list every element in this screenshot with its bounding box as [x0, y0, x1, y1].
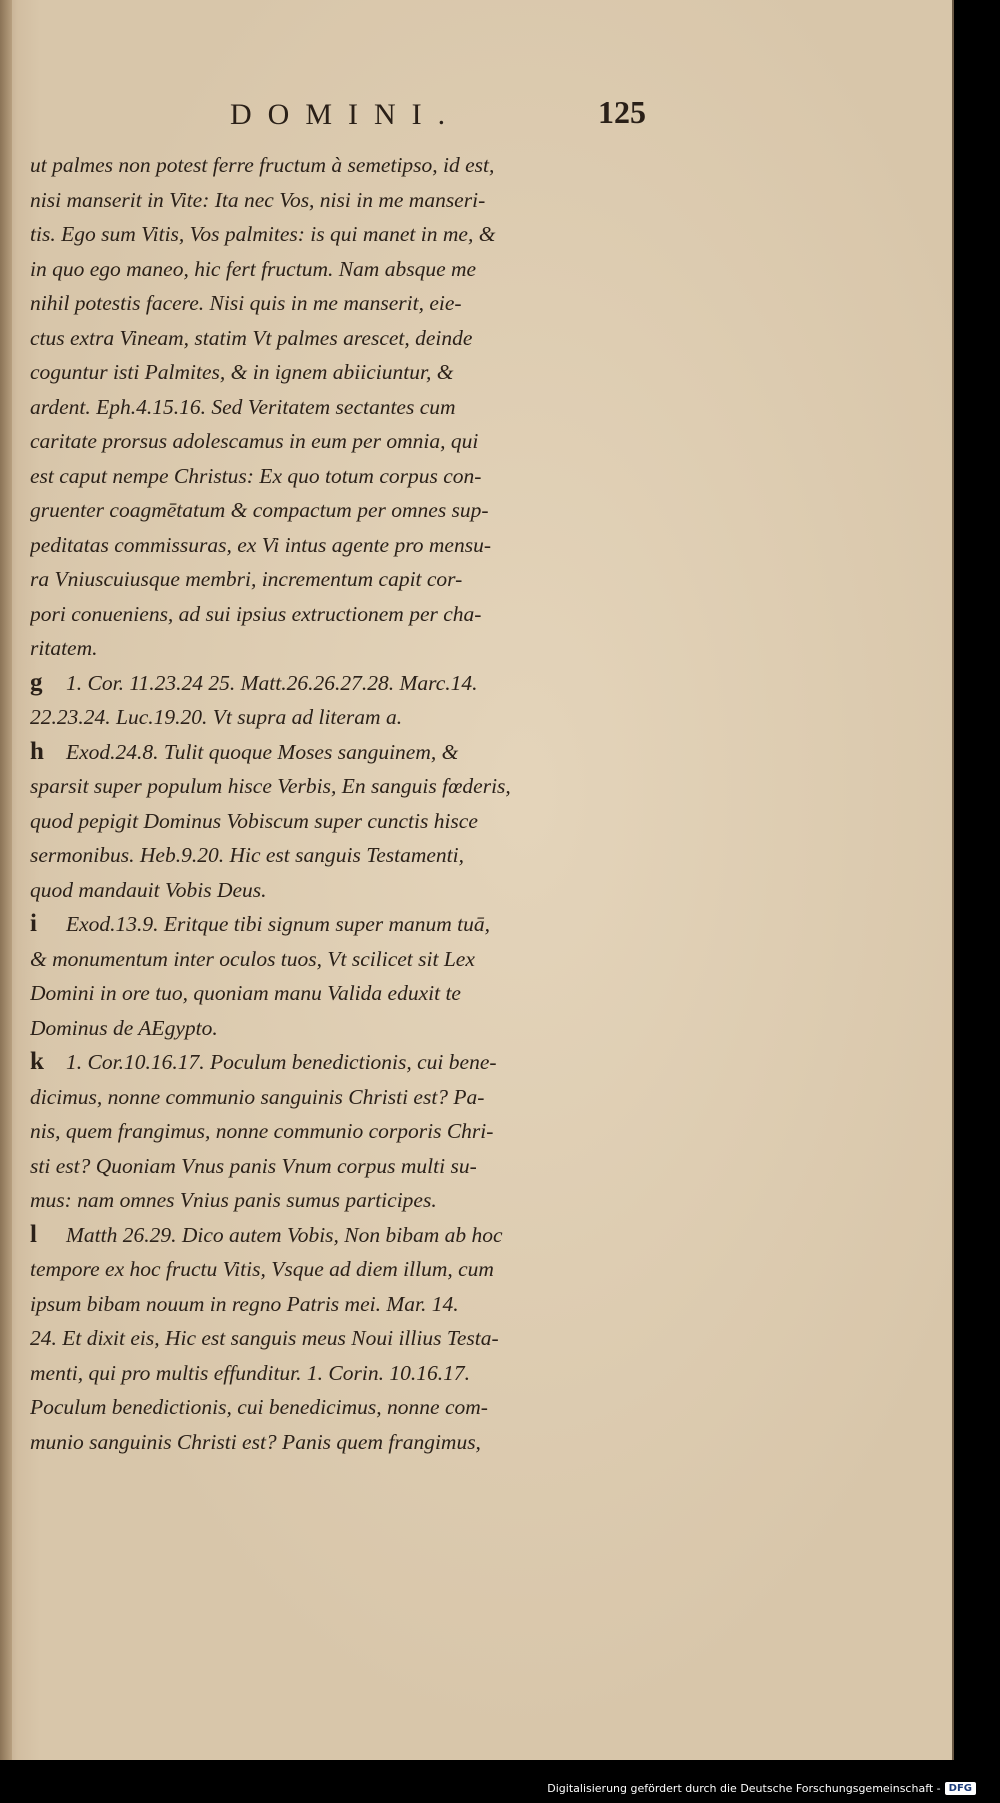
line-text: ardent. Eph.4.15.16. Sed Veritatem sectantes cum	[30, 394, 456, 419]
text-line	[30, 873, 650, 908]
dfg-logo: DFG	[945, 1782, 976, 1795]
text-line	[30, 217, 650, 252]
line-text: Exod.24.8. Tulit quoque Moses sanguinem, &	[66, 739, 459, 764]
text-line	[30, 424, 650, 459]
text-line	[30, 1183, 650, 1218]
line-text: sermonibus. Heb.9.20. Hic est sanguis Testamenti,	[30, 843, 464, 867]
line-text: sti est? Quoniam Vnus panis Vnum corpus multi su-	[30, 1153, 477, 1178]
line-text: dicimus, nonne communio sanguinis Christi est? Pa-	[30, 1084, 485, 1109]
funding-credit: Digitalisierung gefördert durch die Deutsche Forschungsgemeinschaft -	[547, 1782, 941, 1795]
line-text: ritatem.	[30, 636, 98, 660]
note-marker: i	[30, 910, 37, 937]
text-line	[30, 804, 650, 839]
text-line	[30, 1011, 650, 1046]
line-text: coguntur isti Palmites, & in ignem abiiciuntur, &	[30, 360, 454, 384]
line-text: tis. Ego sum Vitis, Vos palmites: is qui manet in me, &	[30, 222, 496, 246]
line-text: gruenter coagmētatum & compactum per omnes sup-	[30, 498, 489, 522]
text-line	[30, 942, 650, 977]
page-gutter-shadow	[0, 0, 12, 1760]
line-text: & monumentum inter oculos tuos, Vt scilicet sit Lex	[30, 946, 475, 971]
text-line	[30, 700, 650, 735]
note-marker: k	[30, 1048, 44, 1075]
text-line	[30, 1045, 650, 1080]
page-number: 125	[598, 94, 646, 130]
note-marker: g	[30, 668, 43, 696]
body-text	[30, 148, 650, 1459]
text-line	[30, 1321, 650, 1356]
line-text: pori conueniens, ad sui ipsius extructionem per cha-	[30, 601, 482, 626]
running-head: DOMINI.	[230, 98, 462, 131]
text-line	[30, 1356, 650, 1391]
text-line	[30, 1390, 650, 1425]
line-text: mus: nam omnes Vnius panis sumus participes.	[30, 1188, 437, 1212]
text-line	[30, 286, 650, 321]
line-text: peditatas commissuras, ex Vi intus agente pro mensu-	[30, 532, 492, 557]
text-line	[30, 493, 650, 528]
line-text: quod pepigit Dominus Vobiscum super cunctis hisce	[30, 808, 478, 833]
text-line	[30, 528, 650, 563]
line-text: in quo ego maneo, hic fert fructum. Nam absque me	[30, 256, 477, 281]
text-line	[30, 1149, 650, 1184]
text-line	[30, 562, 650, 597]
line-text: nihil potestis facere. Nisi quis in me manserit, eie-	[30, 291, 462, 315]
line-text: sparsit super populum hisce Verbis, En sanguis fœderis,	[30, 774, 511, 798]
line-text: Matth 26.29. Dico autem Vobis, Non bibam ab hoc	[66, 1222, 503, 1247]
text-line	[30, 1080, 650, 1115]
line-text: 22.23.24. Luc.19.20. Vt supra ad literam a.	[30, 705, 403, 729]
text-line	[30, 666, 650, 701]
line-text: Poculum benedictionis, cui benedicimus, nonne com-	[30, 1395, 488, 1419]
digitization-footer	[547, 1782, 976, 1795]
text-line	[30, 459, 650, 494]
line-text: quod mandauit Vobis Deus.	[30, 877, 267, 902]
text-line	[30, 631, 650, 666]
text-line	[30, 1252, 650, 1287]
text-line	[30, 390, 650, 425]
text-line	[30, 769, 650, 804]
line-text: menti, qui pro multis effunditur. 1. Corin. 10.16.17.	[30, 1360, 470, 1385]
note-marker: h	[30, 737, 44, 765]
text-line	[30, 355, 650, 390]
text-line	[30, 321, 650, 356]
line-text: nis, quem frangimus, nonne communio corporis Chri-	[30, 1119, 494, 1143]
line-text: Domini in ore tuo, quoniam manu Valida eduxit te	[30, 981, 461, 1005]
text-line	[30, 1218, 650, 1253]
text-line	[30, 148, 650, 183]
text-line	[30, 976, 650, 1011]
text-line	[30, 1425, 650, 1460]
line-text: ut palmes non potest ferre fructum à semetipso, id est,	[30, 153, 495, 177]
line-text: Exod.13.9. Eritque tibi signum super manum tuā,	[66, 912, 491, 936]
line-text: caritate prorsus adolescamus in eum per omnia, qui	[30, 429, 479, 453]
line-text: 24. Et dixit eis, Hic est sanguis meus Noui illius Testa-	[30, 1326, 499, 1350]
note-marker: l	[30, 1220, 37, 1248]
line-text: nisi manserit in Vite: Ita nec Vos, nisi in me manseri-	[30, 187, 486, 212]
text-line	[30, 252, 650, 287]
line-text: ra Vniuscuiusque membri, incrementum capit cor-	[30, 567, 463, 591]
line-text: ctus extra Vineam, statim Vt palmes arescet, deinde	[30, 325, 473, 350]
text-line	[30, 597, 650, 632]
text-line	[30, 838, 650, 873]
line-text: ipsum bibam nouum in regno Patris mei. Mar. 14.	[30, 1291, 459, 1316]
text-line	[30, 1287, 650, 1322]
text-line	[30, 183, 650, 218]
text-line	[30, 1114, 650, 1149]
line-text: Dominus de AEgypto.	[30, 1015, 218, 1040]
line-text: 1. Cor. 11.23.24 25. Matt.26.26.27.28. Marc.14.	[66, 670, 478, 695]
text-line	[30, 735, 650, 770]
line-text: est caput nempe Christus: Ex quo totum corpus con-	[30, 463, 482, 488]
line-text: munio sanguinis Christi est? Panis quem frangimus,	[30, 1429, 481, 1454]
line-text: tempore ex hoc fructu Vitis, Vsque ad diem illum, cum	[30, 1257, 494, 1281]
text-line	[30, 907, 650, 942]
line-text: 1. Cor.10.16.17. Poculum benedictionis, cui bene-	[66, 1050, 497, 1074]
